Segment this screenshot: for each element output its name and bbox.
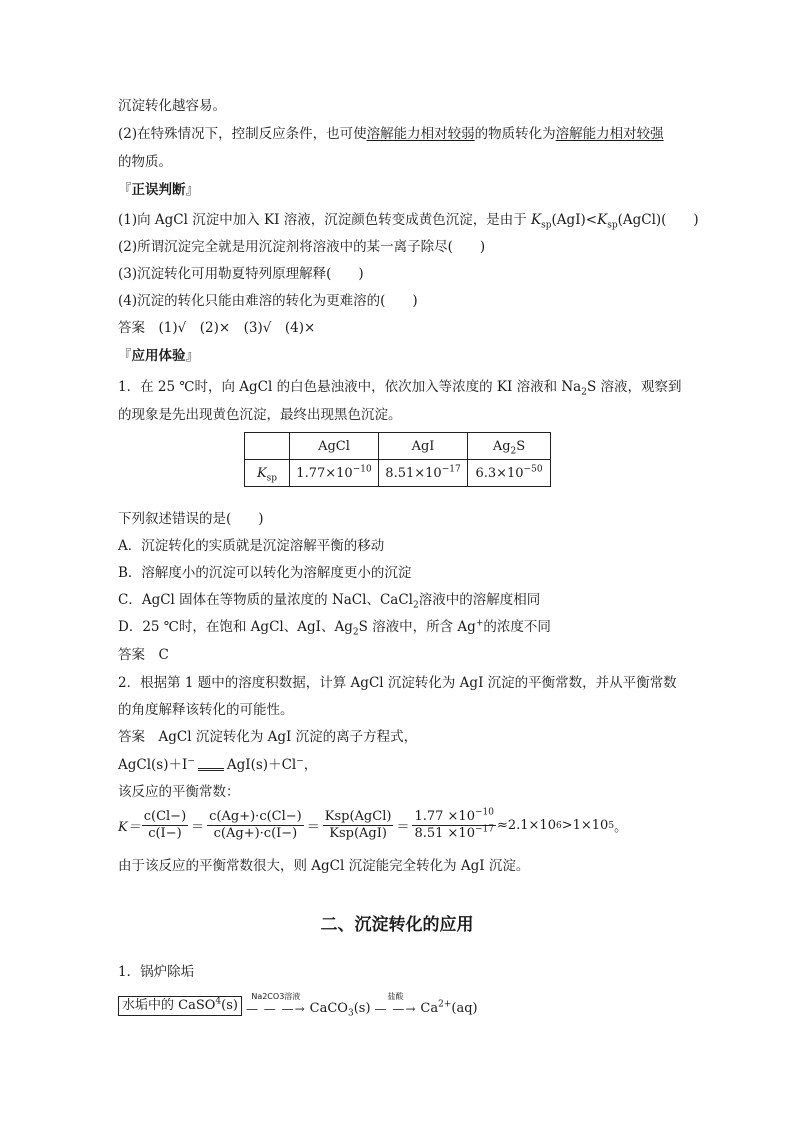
fraction-1: $\frac{c(Cl-)}{c(I-)}$ <box>143 809 187 841</box>
table-cell: $6.3\times 10^{-50}$ <box>468 460 551 487</box>
table-cell: $8.51\times 10^{-17}$ <box>379 460 468 487</box>
table-cell <box>245 433 290 460</box>
option-d: D．25 ℃时，在饱和 AgCl、AgI、$Ag_2S$ 溶液中，所含 Ag+的浓度不同 <box>118 618 551 638</box>
fraction-2: $\frac{c(Ag+)\cdot c(Cl-)}{c(Ag+)\cdot c(I-)}$ <box>209 809 302 841</box>
table-cell: AgCl <box>290 433 379 460</box>
answer-2-line3: 该反应的平衡常数： <box>118 784 240 800</box>
option-b: B．溶解度小的沉淀可以转化为溶解度更小的沉淀 <box>118 565 412 581</box>
conversion-flow: 水垢中的 CaSO$^4$(s) Na2CO3溶液 — — —→ CaCO$_3$(s) 盐酸 — —→ $Ca^{2+}(aq)$ <box>118 992 478 1016</box>
apply-q2-line1: 2．根据第 1 题中的溶度积数据，计算 AgCl 沉淀转化为 AgI 沉淀的平衡常数，并从平衡常数 <box>118 675 677 691</box>
apply-ask: 下列叙述错误的是( ) <box>118 511 264 527</box>
judge-q3: (3)沉淀转化可用勒夏特列原理解释( ) <box>118 266 364 282</box>
table-cell: $1.77\times 10^{-10}$ <box>290 460 379 487</box>
table-cell: $K_{sp}$ <box>245 460 290 487</box>
answer-2-line1: 答案 AgCl 沉淀转化为 AgI 沉淀的离子方程式， <box>118 729 418 745</box>
arrow-icon: 盐酸 — —→ <box>374 992 417 1016</box>
paragraph-tail: 沉淀转化越容易。 <box>118 98 226 114</box>
equilibrium-constant-formula: K＝ $\frac{c(Cl-)}{c(I-)}$ ＝ $\frac{c(Ag+)\cdot c(Cl-)}{c(Ag+)\cdot c(I-)}$ ＝ $\frac{\text{Ksp(AgCl)}}{\text{Ksp(AgI)}}$ ＝ $\frac{1.77 \times 10^{-10}}{8.51 \times 10^{-17}}$ ≈2.1×10 6 >1×10 5 。 <box>118 807 628 841</box>
apply-q1-line2: 的现象是先出现黄色沉淀，最终出现黑色沉淀。 <box>118 407 402 423</box>
option-a: A．沉淀转化的实质就是沉淀溶解平衡的移动 <box>118 538 385 554</box>
paragraph-2-cont: 的物质。 <box>118 154 172 170</box>
answer-2-conclusion: 由于该反应的平衡常数很大，则 AgCl 沉淀能完全转化为 AgI 沉淀。 <box>118 858 530 874</box>
judge-answer: 答案 (1)√ (2)× (3)√ (4)× <box>118 320 316 336</box>
flow-start-box: 水垢中的 CaSO$^4$(s) <box>118 996 242 1016</box>
judge-q1: (1)向 AgCl 沉淀中加入 KI 溶液，沉淀颜色转变成黄色沉淀，是由于 $K_{sp}(AgI)<K_{sp}(AgCl)$( ) <box>118 212 699 231</box>
ksp-table <box>244 432 551 487</box>
table-row <box>245 433 551 460</box>
option-c: C．AgCl 固体在等物质的量浓度的 NaCl、CaCl$_2$溶液中的溶解度相同 <box>118 592 541 611</box>
apply-q2-line2: 的角度解释该转化的可能性。 <box>118 702 294 718</box>
answer-2-equation: AgCl(s)＋I− AgI(s)＋Cl−， <box>118 756 318 773</box>
apply-q1-line1: 1．在 25 ℃时，向 AgCl 的白色悬浊液中，依次加入等浓度的 KI 溶液和 $Na_2S$ 溶液，观察到 <box>118 379 682 398</box>
arrow-icon: Na2CO3溶液 — — —→ <box>245 992 306 1016</box>
judge-q4: (4)沉淀的转化只能由难溶的转化为更难溶的( ) <box>118 293 418 309</box>
judge-q2: (2)所谓沉淀完全就是用沉淀剂将溶液中的某一离子除尽( ) <box>118 239 486 255</box>
section-title: 二、沉淀转化的应用 <box>320 915 474 935</box>
equilibrium-arrow-icon <box>198 760 224 771</box>
table-row <box>245 460 551 487</box>
fraction-3: $\frac{\text{Ksp(AgCl)}}{\text{Ksp(AgI)}}$ <box>324 809 392 841</box>
paragraph-2: (2)在特殊情况下，控制反应条件，也可使溶解能力相对较弱的物质转化为溶解能力相对较强 <box>118 126 664 142</box>
table-cell: $Ag_2S$ <box>468 433 551 460</box>
apply-header: 『应用体验』 <box>118 348 199 364</box>
fraction-4: $\frac{1.77 \times 10^{-10}}{8.51 \times 10^{-17}}$ <box>414 807 494 841</box>
judge-header: 『正误判断』 <box>118 182 199 198</box>
table-cell: AgI <box>379 433 468 460</box>
item-1: 1．锅炉除垢 <box>118 964 195 980</box>
answer-1: 答案 C <box>118 647 169 663</box>
